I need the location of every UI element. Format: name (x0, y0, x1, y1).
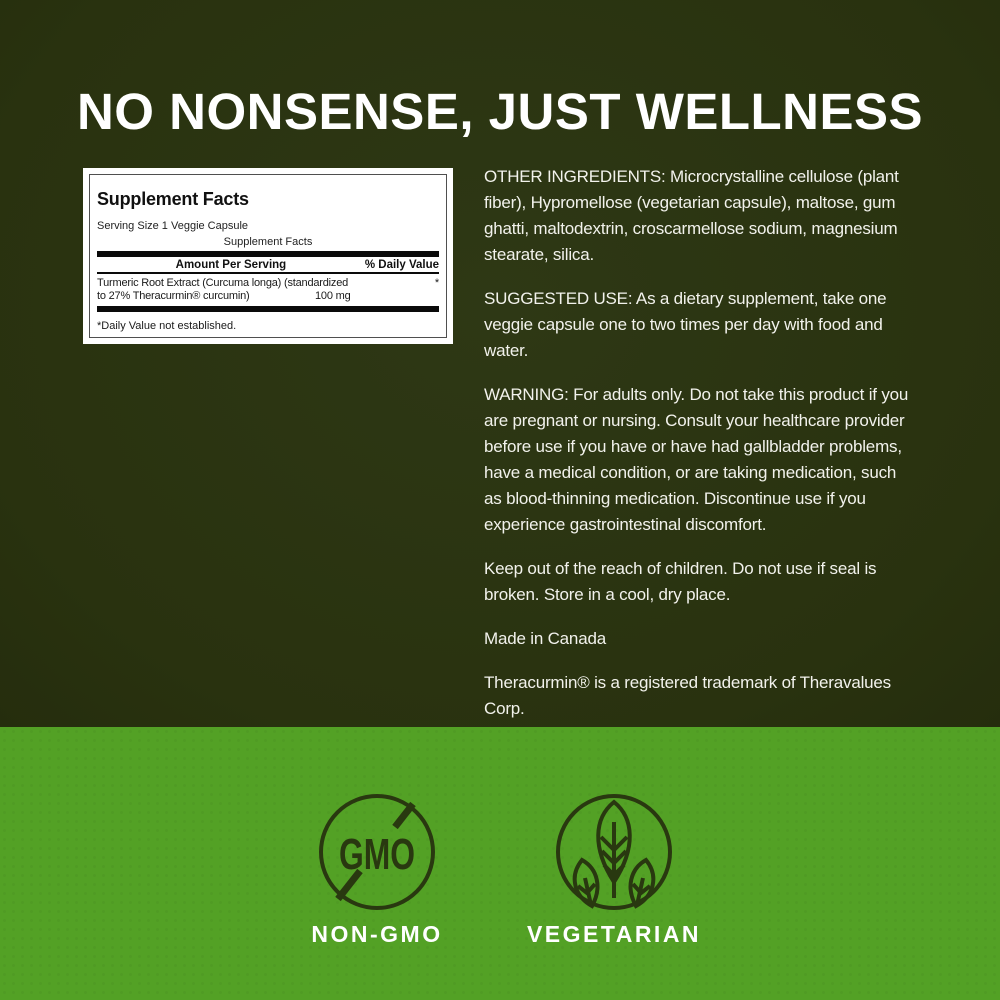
other-ingredients-paragraph: OTHER INGREDIENTS: Microcrystalline cellulose (plant fiber), Hypromellose (vegetarian capsule), maltose, gum ghatti, maltodextrin, croscarmellose sodium, magnesium stearate, silica. (484, 167, 899, 264)
vegetarian-leaves-icon (554, 792, 674, 912)
suggested-use-paragraph: SUGGESTED USE: As a dietary supplement, take one veggie capsule one to two times per day with food and water. (484, 289, 887, 360)
ingredient-name: Turmeric Root Extract (Curcuma longa) (standardized (97, 276, 349, 289)
divider-thick (97, 306, 439, 312)
daily-value-asterisk: * (434, 276, 439, 289)
ingredient-line-2 (97, 290, 439, 302)
made-in-paragraph: Made in Canada (484, 629, 606, 648)
info-column (484, 164, 918, 740)
non-gmo-label: NON-GMO (311, 921, 443, 947)
ingredient-line-1 (97, 277, 439, 289)
vegetarian-badge (504, 792, 724, 948)
gmo-icon-text: GMO (339, 830, 415, 879)
ingredient-name-cont: to 27% Theracurmin® curcumin) (97, 289, 250, 302)
vegetarian-label: VEGETARIAN (526, 921, 702, 947)
trademark-paragraph: Theracurmin® is a registered trademark of Theravalues Corp. (484, 673, 891, 718)
non-gmo-badge (267, 792, 487, 948)
facts-column-headers (97, 257, 439, 272)
supplement-facts-inner (89, 174, 447, 338)
badge-section (0, 727, 1000, 1000)
facts-title: Supplement Facts (97, 189, 249, 209)
serving-size: Serving Size 1 Veggie Capsule (97, 220, 249, 232)
facts-footnote: *Daily Value not established. (97, 319, 237, 332)
warning-paragraph: WARNING: For adults only. Do not take this product if you are pregnant or nursing. Consult your healthcare provider before use if you have or have had gallbladder problems, have a medical condition, or are taking medication, such as blood-thinning medication. Discontinue use if you experience gastrointestinal discomfort. (484, 385, 909, 534)
gmo-crossed-icon (317, 792, 437, 912)
amount-per-serving-header: Amount Per Serving (175, 259, 287, 271)
ingredient-amount: 100 mg (315, 289, 351, 302)
facts-subtitle: Supplement Facts (223, 236, 313, 248)
supplement-facts-label (83, 168, 453, 344)
daily-value-header: % Daily Value (364, 259, 439, 271)
keep-out-paragraph: Keep out of the reach of children. Do not use if seal is broken. Store in a cool, dry place. (484, 559, 877, 604)
headline: NO NONSENSE, JUST WELLNESS (76, 83, 924, 140)
ingredient-row (97, 274, 439, 302)
